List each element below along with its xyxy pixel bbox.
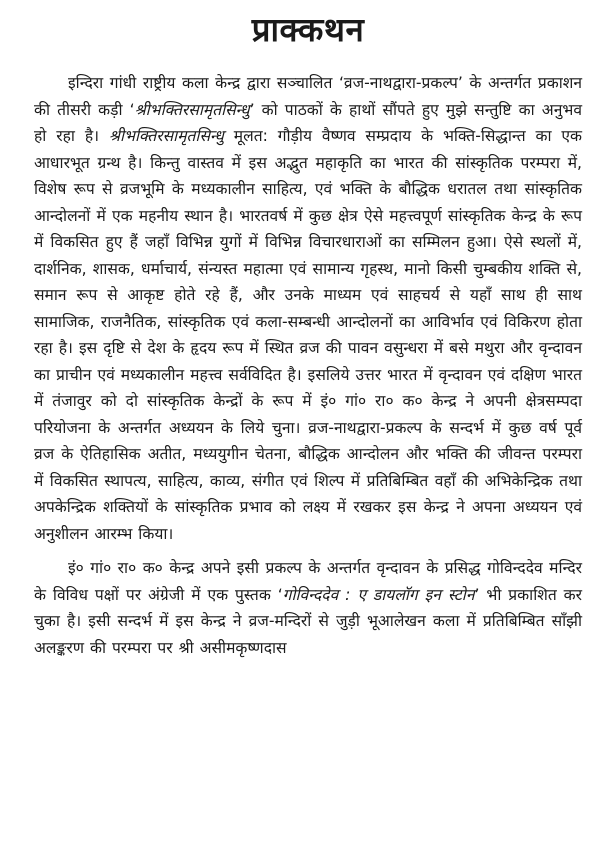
para-1-seg-5: मूलत: गौड़ीय वैष्णव सम्प्रदाय के भक्ति-सिद्धान्त का एक आधारभूत ग्रन्थ है। किन्तु वास्तव में इस अद्भुत महाकृति का भारत की सांस्कृतिक परम्परा में, विशेष रूप से व्रजभूमि के मध्यकालीन साहित्य, एवं भक्ति के बौद्धिक धरातल तथा सांस्कृतिक आन्दोलनों में एक महनीय स्थान है। भारतवर्ष में कुछ क्षेत्र ऐसे महत्त्वपूर्ण सांस्कृतिक केन्द्र के रूप में विकसित हुए हैं जहाँ विभिन्न युगों में विभिन्न विचारधाराओं का सम्मिलन हुआ। ऐसे स्थलों में, दार्शनिक, शासक, धर्माचार्य, संन्यस्त महात्मा एवं सामान्य गृहस्थ, मानो किसी चुम्बकीय शक्ति से, समान रूप से आकृष्ट होते रहे हैं, और उनके माध्यम एवं साहचर्य से यहाँ साथ ही साथ सामाजिक, राजनैतिक, सांस्कृतिक एवं कला-सम्बन्धी आन्दोलनों का आविर्भाव एवं विकिरण होता रहा है। इस दृष्टि से देश के हृदय रूप में स्थित व्रज की पावन वसुन्धरा में बसे मथुरा और वृन्दावन का प्राचीन एवं मध्यकालीन महत्त्व सर्वविदित है। इसलिये उत्तर भारत में वृन्दावन एवं दक्षिण भारत में तंजावुर को दो सांस्कृतिक केन्द्रों के रूप में इं० गां० रा० क० केन्द्र ने अपनी क्षेत्रसम्पदा परियोजना के अन्तर्गत अध्ययन के लिये चुना। व्रज-नाथद्वारा-प्रकल्प के सन्दर्भ में कुछ वर्ष पूर्व व्रज के ऐतिहासिक अतीत, मध्ययुगीन चेतना, बौद्धिक आन्दोलन और भक्ति की जीवन्त परम्परा में विकसित स्थापत्य, साहित्य, काव्य, संगीत एवं शिल्प में प्रतिबिम्बित वहाँ की अभिकेन्द्रिक तथा अपकेन्द्रिक शक्तियों के सांस्कृतिक प्रभाव को लक्ष्य में रखकर इस केन्द्र ने अपना अध्ययन एवं अनुशीलन आरम्भ किया। — [34, 127, 582, 543]
paragraph-1 — [34, 70, 582, 547]
page-title: प्राक्कथन — [251, 10, 365, 49]
book-title-italic: श्रीभक्तिरसामृतसिन्धु — [108, 127, 224, 145]
para-1-seg-1: इन्दिरा गांधी राष्ट्रीय कला केन्द्र द्वारा सञ्चालित ‘व्रज-नाथद्वारा-प्रकल्प’ के अन्तर्गत प्रकाशन की तीसरी कड़ी ‘ — [34, 74, 582, 119]
para-2-seg-3: ’ भी प्रकाशित कर चुका है। इसी सन्दर्भ में इस केन्द्र ने व्रज-मन्दिरों से जुड़ी भूआलेखन कला में प्रतिबिम्बित साँझी अलङ्करण की परम्परा पर श्री असीमकृष्णदास — [34, 585, 583, 657]
para-2-seg-1: इं० गां० रा० क० केन्द्र अपने इसी प्रकल्प के अन्तर्गत वृन्दावन के प्रसिद्ध गोविन्ददेव मन्दिर के विविध पक्षों पर अंग्रेजी में एक पुस्तक ‘ — [34, 559, 582, 604]
paragraph-2 — [34, 555, 582, 661]
book-title-italic: गोविन्ददेव : ए डायलॉग इन स्टोन — [282, 585, 475, 604]
para-1-seg-3: ’ को पाठकों के हाथों सौंपते हुए मुझे सन्तुष्टि का अनुभव हो रहा है। — [34, 100, 582, 145]
book-title-italic: श्रीभक्तिरसामृतसिन्धु — [134, 100, 250, 119]
